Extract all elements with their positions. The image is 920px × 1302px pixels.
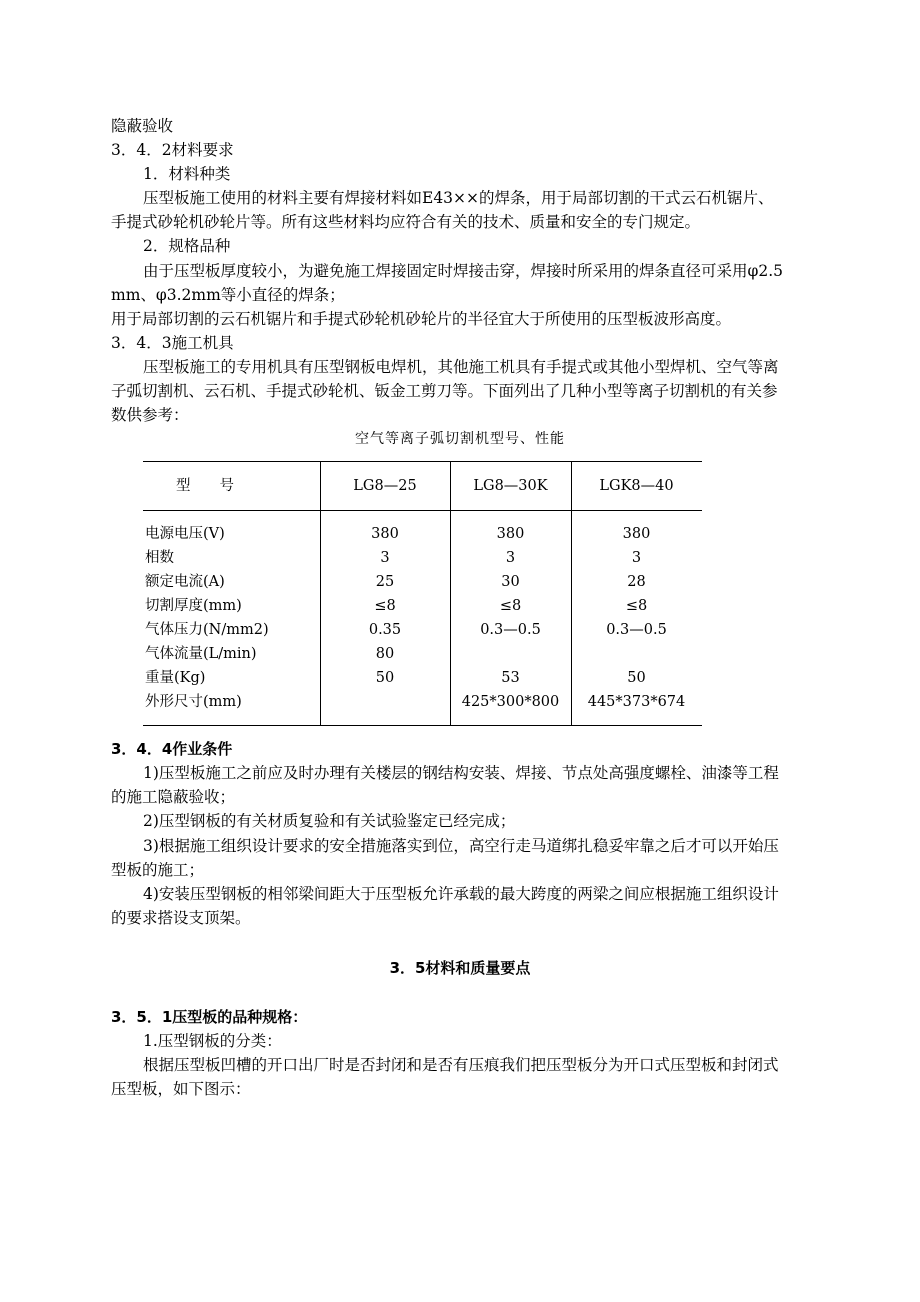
paragraph-line: 压型板，如下图示： bbox=[111, 1080, 251, 1098]
table-header-cell: LGK8—40 bbox=[599, 478, 674, 494]
paragraph-line: 手提式砂轮机砂轮片等。所有这些材料均应符合有关的技术、质量和安全的专门规定。 bbox=[111, 213, 701, 231]
table-row-label: 气体压力(N/mm2) bbox=[145, 622, 269, 638]
item-heading: 2．规格品种 bbox=[143, 237, 231, 255]
table-cell: 380 bbox=[496, 526, 525, 542]
table-caption: 空气等离子弧切割机型号、性能 bbox=[355, 431, 565, 447]
table-row-label: 气体流量(L/min) bbox=[145, 646, 257, 662]
table-row-label: 重量(Kg) bbox=[145, 670, 206, 686]
table-cell: 445*373*674 bbox=[587, 694, 686, 710]
item-heading: 1.压型钢板的分类： bbox=[143, 1032, 282, 1050]
table-header-cell: 型 号 bbox=[176, 478, 234, 494]
table-bottom-rule bbox=[143, 725, 702, 726]
table-cell: 50 bbox=[627, 670, 646, 686]
paragraph-line: 由于压型板厚度较小，为避免施工焊接固定时焊接击穿，焊接时所采用的焊条直径可采用φ2.5 bbox=[143, 262, 784, 280]
table-cell: 28 bbox=[627, 574, 646, 590]
table-cell: 80 bbox=[375, 646, 395, 662]
paragraph-line: 压型板施工的专用机具有压型钢板电焊机，其他施工机具有手提式或其他小型焊机、空气等离 bbox=[143, 358, 779, 376]
paragraph-line: 4)安装压型钢板的相邻梁间距大于压型板允许承载的最大跨度的两梁之间应根据施工组织设计 bbox=[143, 885, 779, 903]
paragraph-line: 的施工隐蔽验收； bbox=[111, 788, 236, 806]
table-row-label: 相数 bbox=[145, 550, 174, 566]
table-cell: 425*300*800 bbox=[461, 694, 560, 710]
paragraph-line: 数供参考： bbox=[111, 406, 189, 424]
subsection-heading: 3．4．4作业条件 bbox=[111, 740, 233, 758]
paragraph-line: 2)压型钢板的有关材质复验和有关试验鉴定已经完成； bbox=[143, 812, 516, 830]
table-row-label: 额定电流(A) bbox=[145, 574, 225, 590]
table-cell: 380 bbox=[371, 526, 399, 542]
paragraph-line: 压型板施工使用的材料主要有焊接材料如E43××的焊条，用于局部切割的干式云石机锯片、 bbox=[143, 189, 774, 207]
table-cell: 0.3—0.5 bbox=[606, 622, 667, 638]
subsection-heading: 3．5．1压型板的品种规格： bbox=[111, 1008, 308, 1026]
table-cell: 50 bbox=[375, 670, 395, 686]
table-header-cell: LG8—30K bbox=[473, 478, 548, 494]
paragraph-line: 1)压型板施工之前应及时办理有关楼层的钢结构安装、焊接、节点处高强度螺栓、油漆等工程 bbox=[143, 764, 779, 782]
subsection-heading: 3．4．3施工机具 bbox=[111, 334, 234, 352]
table-cell: 3 bbox=[505, 550, 516, 566]
item-heading: 1．材料种类 bbox=[143, 165, 231, 183]
paragraph-line: 根据压型板凹槽的开口出厂时是否封闭和是否有压痕我们把压型板分为开口式压型板和封闭式 bbox=[143, 1056, 779, 1074]
table-header-cell: LG8—25 bbox=[353, 478, 417, 494]
paragraph-line: 的要求搭设支顶架。 bbox=[111, 909, 251, 927]
table-cell: ≤8 bbox=[499, 598, 522, 614]
section-title: 3．5材料和质量要点 bbox=[389, 959, 531, 977]
table-cell: ≤8 bbox=[625, 598, 648, 614]
table-row-label: 切割厚度(mm) bbox=[145, 598, 242, 614]
table-row-label: 电源电压(V) bbox=[145, 526, 225, 542]
table-cell: 380 bbox=[622, 526, 651, 542]
paragraph-line: 子弧切割机、云石机、手提式砂轮机、钣金工剪刀等。下面列出了几种小型等离子切割机的有关参 bbox=[111, 382, 778, 400]
paragraph-line: 型板的施工； bbox=[111, 861, 205, 879]
paragraph-line: 3)根据施工组织设计要求的安全措施落实到位，高空行走马道绑扎稳妥牢靠之后才可以开始压 bbox=[143, 837, 779, 855]
table-header-rule bbox=[143, 510, 702, 511]
table-cell: 3 bbox=[631, 550, 642, 566]
table-cell: 25 bbox=[375, 574, 395, 590]
table-cell: 53 bbox=[501, 670, 520, 686]
table-cell: 3 bbox=[380, 550, 390, 566]
table-top-rule bbox=[143, 461, 702, 462]
table-cell: 30 bbox=[501, 574, 520, 590]
paragraph-line: mm、φ3.2mm等小直径的焊条； bbox=[111, 286, 345, 304]
table-row-label: 外形尺寸(mm) bbox=[145, 694, 242, 710]
table-cell: 0.35 bbox=[368, 622, 402, 638]
paragraph-line: 用于局部切割的云石机锯片和手提式砂轮机砂轮片的半径宜大于所使用的压型板波形高度。 bbox=[111, 310, 732, 328]
table-cell: 0.3—0.5 bbox=[480, 622, 541, 638]
subsection-heading: 3．4．2材料要求 bbox=[111, 141, 234, 159]
text-line: 隐蔽验收 bbox=[111, 117, 174, 135]
table-cell: ≤8 bbox=[374, 598, 396, 614]
